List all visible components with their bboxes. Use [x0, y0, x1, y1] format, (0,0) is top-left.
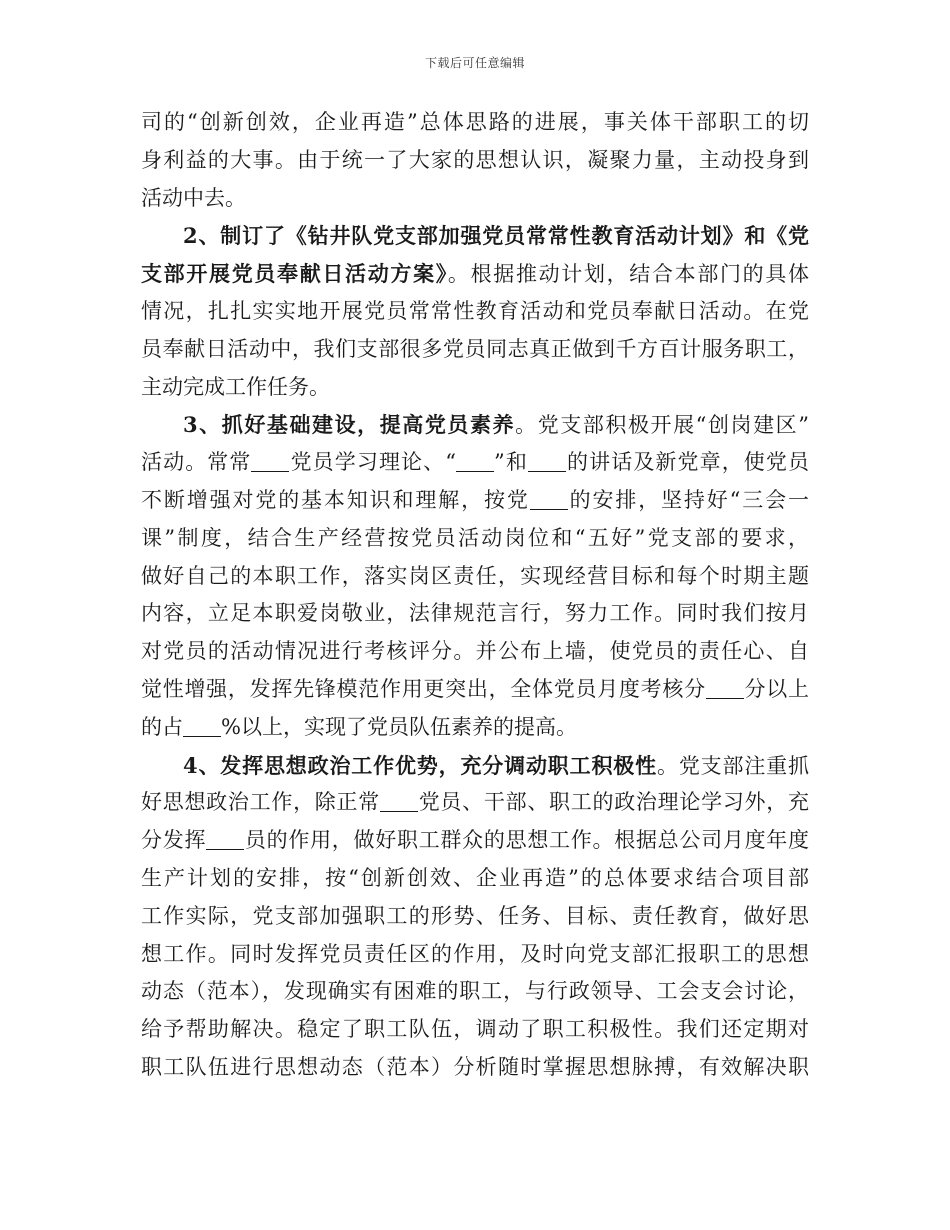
blank-underline	[183, 714, 221, 737]
text-line: 给予帮助解决。稳定了职工队伍，调动了职工积极性。我们还定期对	[141, 1017, 809, 1042]
text-span: 党员、干部、职工的政治理论学习外，充	[417, 790, 810, 815]
text-span: 。党支部注重抓	[656, 753, 809, 778]
blank-underline	[528, 449, 566, 472]
text-line-bold: 2、制订了《钻井队党支部加强党员常常性教育活动计划》和《党	[183, 223, 809, 249]
text-line	[141, 784, 809, 822]
blank-underline	[206, 827, 244, 850]
text-span: 好思想政治工作，除正常	[141, 790, 380, 815]
text-span: 。根据推动计划，结合本部门的具体	[447, 262, 810, 287]
text-line: 想工作。同时发挥党员责任区的作用，及时向党支部汇报职工的思想	[141, 941, 809, 966]
text-line: 员奉献日活动中，我们支部很多党员同志真正做到千方百计服务职工，	[141, 336, 809, 361]
text-span: 觉性增强，发挥先锋模范作用更突出，全体党员月度考核分	[141, 676, 706, 701]
text-line: 职工队伍进行思想动态（范本）分析随时掌握思想脉搏，有效解决职	[141, 1054, 809, 1079]
text-span: 的占	[141, 714, 183, 739]
text-line: 主动完成工作任务。	[141, 374, 330, 399]
text-span: 的安排，坚持好“三会一	[567, 487, 809, 512]
text-span: 。党支部积极开展“创岗建区”	[515, 413, 809, 438]
text-line	[141, 444, 809, 482]
text-span: %以上，实现了党员队伍素养的提高。	[221, 714, 577, 739]
text-line	[141, 747, 809, 785]
bold-span: 支部开展党员奉献日活动方案》	[141, 261, 448, 287]
text-line: 工作实际，党支部加强职工的形势、任务、目标、责任教育，做好思	[141, 903, 809, 928]
text-span: 活动。常常	[141, 450, 252, 475]
text-line: 内容，立足本职爱岗敬业，法律规范言行，努力工作。同时我们按月	[141, 601, 809, 626]
text-line	[141, 709, 809, 747]
text-span: 党员学习理论、“	[289, 450, 456, 475]
blank-underline	[251, 449, 289, 472]
text-line: 动态（范本），发现确实有困难的职工，与行政领导、工会支会讨论，	[141, 979, 809, 1004]
text-line	[141, 255, 809, 293]
blank-underline	[456, 449, 494, 472]
text-line: 情况，扎扎实实地开展党员常常性教育活动和党员奉献日活动。在党	[141, 298, 809, 323]
text-line	[141, 671, 809, 709]
text-span: 不断增强对党的基本知识和理解，按党	[141, 487, 530, 512]
text-line: 课”制度，结合生产经营按党员活动岗位和“五好”党支部的要求，	[141, 525, 809, 550]
text-span: 员的作用，做好职工群众的思想工作。根据总公司月度年度	[244, 828, 810, 853]
page-header: 下载后可任意编辑	[424, 56, 525, 70]
text-line: 做好自己的本职工作，落实岗区责任，实现经营目标和每个时期主题	[141, 563, 809, 588]
text-span: 分以上	[743, 676, 810, 701]
blank-underline	[706, 676, 744, 699]
text-line	[141, 822, 809, 860]
text-line: 司的“创新创效，企业再造”总体思路的进展，事关体干部职工的切	[141, 110, 809, 134]
blank-underline	[380, 789, 418, 812]
text-line	[141, 482, 809, 520]
bold-span: 3、抓好基础建设，提高党员素养	[183, 412, 516, 438]
document-body	[141, 104, 809, 1087]
text-span: 的讲话及新党章，使党员	[565, 450, 809, 475]
text-line	[141, 406, 809, 444]
text-line: 对党员的活动情况进行考核评分。并公布上墙，使党员的责任心、自	[141, 639, 809, 664]
blank-underline	[530, 487, 568, 510]
text-line: 身利益的大事。由于统一了大家的思想认识，凝聚力量，主动投身到	[141, 147, 809, 172]
text-line: 活动中去。	[141, 185, 246, 210]
text-span: 分发挥	[141, 828, 207, 853]
bold-span: 4、发挥思想政治工作优势，充分调动职工积极性	[183, 752, 657, 778]
text-span: ”和	[494, 450, 528, 475]
text-line: 生产计划的安排，按“创新创效、企业再造”的总体要求结合项目部	[141, 865, 809, 890]
